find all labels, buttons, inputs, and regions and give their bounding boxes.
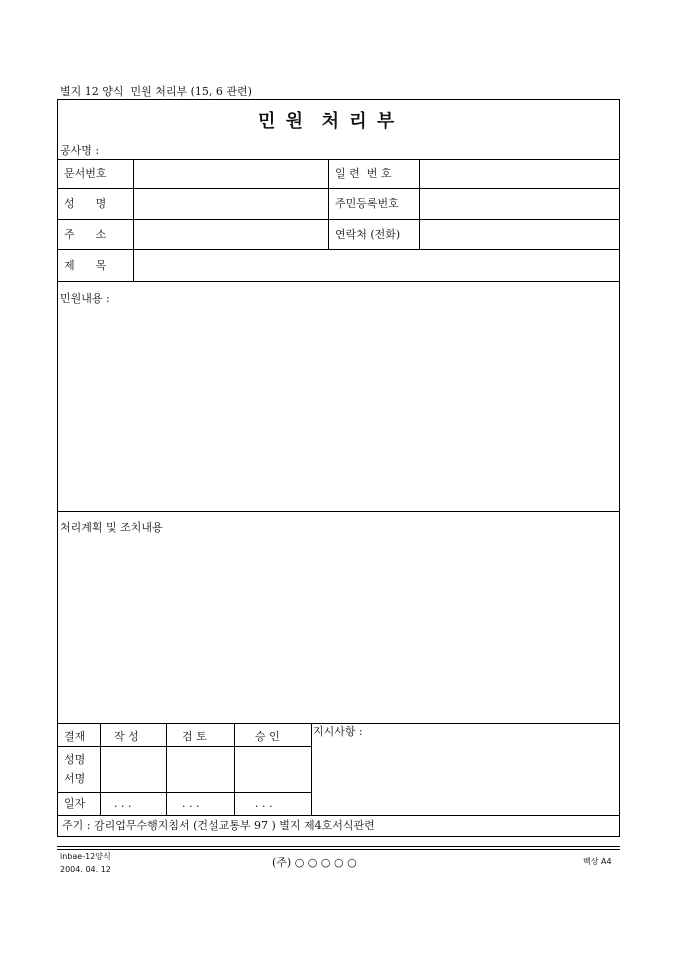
serial-no-label: 일 련 번 호 xyxy=(335,167,392,180)
date-label: 일자 xyxy=(64,797,86,810)
row-line xyxy=(57,792,312,793)
project-label: 공사명 : xyxy=(60,144,100,157)
complaint-label: 민원내용 : xyxy=(60,292,110,305)
sign-box-approve[interactable] xyxy=(235,747,311,792)
footer-company: (주) ○ ○ ○ ○ ○ xyxy=(272,856,357,869)
row-line xyxy=(57,281,620,282)
col-line xyxy=(328,159,329,249)
form-border-top xyxy=(57,99,620,100)
sign-label-signature: 서명 xyxy=(64,772,86,785)
date-approve[interactable]: . . . xyxy=(255,797,273,810)
subject-field[interactable] xyxy=(134,250,619,281)
sign-box-author[interactable] xyxy=(101,747,166,792)
section-line xyxy=(57,511,620,512)
name-label: 성 명 xyxy=(64,197,107,210)
form-border-right xyxy=(619,99,620,837)
footer-date: 2004. 04. 12 xyxy=(60,865,111,874)
page-title: 민 원 처 리 부 xyxy=(258,111,397,132)
doc-no-field[interactable] xyxy=(134,160,328,188)
approval-col-approve: 승 인 xyxy=(255,730,280,743)
name-field[interactable] xyxy=(134,189,328,219)
form-border-bottom xyxy=(57,836,620,837)
footer-rule xyxy=(57,849,620,850)
complaint-area[interactable] xyxy=(58,305,619,510)
form-note: 주기 : 감리업무수행지침서 (건설교통부 97 ) 별지 제4호서식관련 xyxy=(62,819,375,832)
contact-label: 연락처 (전화) xyxy=(335,228,401,241)
section-line xyxy=(57,723,620,724)
sign-box-review[interactable] xyxy=(167,747,234,792)
approval-label: 결재 xyxy=(64,730,86,743)
address-field[interactable] xyxy=(134,220,328,249)
footer-paper: 백상 A4 xyxy=(583,857,612,866)
instructions-area[interactable] xyxy=(312,738,619,815)
action-label: 처리계획 및 조치내용 xyxy=(60,521,163,534)
approval-col-author: 작 성 xyxy=(114,730,139,743)
instructions-label: 지시사항 : xyxy=(313,725,363,738)
footer-code: inbae-12양식 xyxy=(60,852,111,861)
subject-label: 제 목 xyxy=(64,259,107,272)
row-line xyxy=(57,815,620,816)
address-label: 주 소 xyxy=(64,228,107,241)
contact-field[interactable] xyxy=(420,220,619,249)
resident-no-field[interactable] xyxy=(420,189,619,219)
action-area[interactable] xyxy=(58,535,619,723)
doc-no-label: 문서번호 xyxy=(64,167,107,180)
approval-col-review: 검 토 xyxy=(182,730,207,743)
footer-rule xyxy=(57,846,620,847)
resident-no-label: 주민등록번호 xyxy=(335,197,399,210)
form-reference: 별지 12 양식 민원 처리부 (15, 6 관련) xyxy=(60,85,252,98)
sign-label-name: 성명 xyxy=(64,753,86,766)
date-author[interactable]: . . . xyxy=(114,797,132,810)
serial-no-field[interactable] xyxy=(420,160,619,188)
date-review[interactable]: . . . xyxy=(182,797,200,810)
